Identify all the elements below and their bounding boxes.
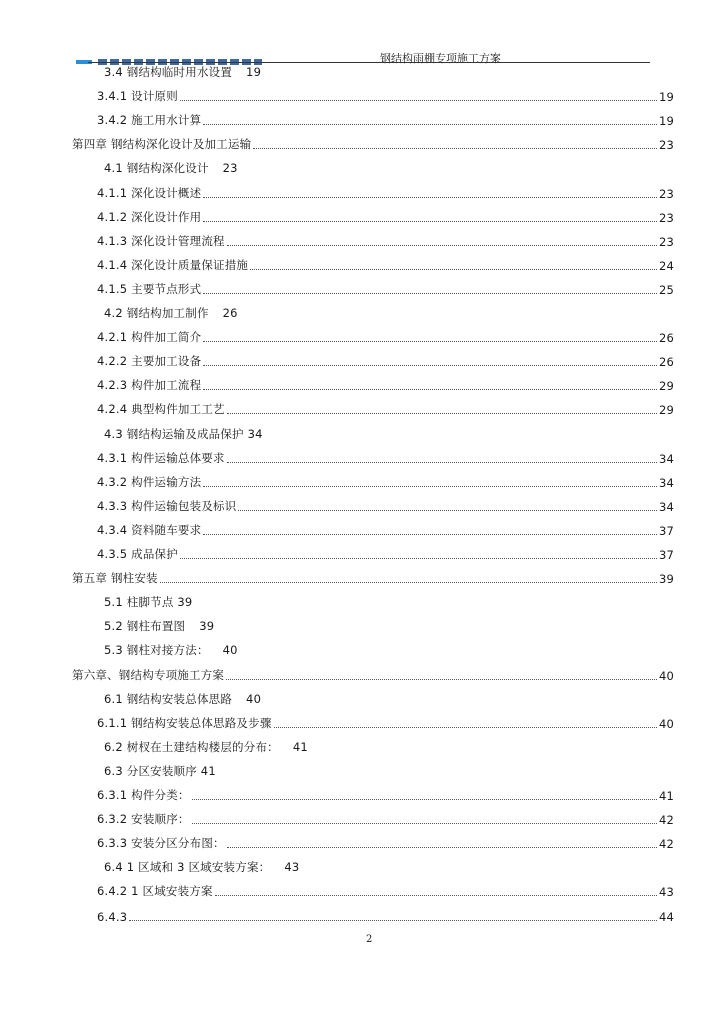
toc-entry[interactable] <box>97 233 674 249</box>
toc-leader-dots <box>253 147 657 149</box>
toc-leader-dots <box>227 244 657 246</box>
toc-entry[interactable] <box>97 883 674 899</box>
toc-entry-title: 6.4.2 1 区域安装方案 <box>97 884 213 898</box>
toc-entry[interactable] <box>97 811 674 827</box>
toc-entry[interactable] <box>97 908 674 924</box>
toc-entry[interactable] <box>97 787 674 803</box>
toc-entry-page: 26 <box>658 331 674 345</box>
toc-entry-title: 第五章 钢柱安装 <box>72 571 158 585</box>
toc-entry-page: 24 <box>658 259 674 273</box>
toc-leader-dots <box>203 388 657 390</box>
toc-entry-page: 23 <box>658 235 674 249</box>
toc-entry-title: 6.4.3 <box>97 910 128 924</box>
toc-entry-title: 4.3 钢结构运输及成品保护 34 <box>104 427 263 441</box>
toc-entry-title: 3.4 钢结构临时用水设置 <box>104 65 233 79</box>
toc-entry-page: 37 <box>658 524 674 538</box>
toc-entry-page: 39 <box>199 619 215 633</box>
toc-leader-dots <box>227 412 657 414</box>
toc-leader-dots <box>192 798 657 800</box>
toc-entry[interactable] <box>97 401 674 417</box>
toc-entry[interactable] <box>97 835 674 851</box>
toc-leader-dots <box>227 846 657 848</box>
toc-entry[interactable] <box>72 136 674 152</box>
toc-entry-page: 34 <box>658 476 674 490</box>
toc-entry-title: 4.3.2 构件运输方法 <box>97 475 202 489</box>
toc-entry-title: 6.3.1 构件分类： <box>97 788 190 802</box>
toc-entry-title: 4.2 钢结构加工制作 <box>104 306 209 320</box>
toc-entry-page: 34 <box>658 500 674 514</box>
toc-entry-page: 19 <box>246 65 262 79</box>
toc-entry-page: 39 <box>658 572 674 586</box>
toc-leader-dots <box>215 894 657 896</box>
toc-entry-page: 41 <box>292 740 308 754</box>
toc-entry-title: 4.3.5 成品保护 <box>97 547 178 561</box>
toc-entry-title: 4.3.4 资料随车要求 <box>97 523 202 537</box>
toc-entry[interactable] <box>97 522 674 538</box>
toc-leader-dots <box>203 123 657 125</box>
toc-entry-title: 6.1.1 钢结构安装总体思路及步骤 <box>97 716 272 730</box>
toc-entry[interactable] <box>104 739 308 755</box>
toc-entry-page: 29 <box>658 403 674 417</box>
toc-entry[interactable] <box>72 570 674 586</box>
toc-leader-dots <box>203 292 657 294</box>
toc-entry-page: 19 <box>658 90 674 104</box>
toc-entry-title: 3.4.2 施工用水计算 <box>97 113 202 127</box>
toc-leader-dots <box>203 340 657 342</box>
toc-entry[interactable] <box>97 353 674 369</box>
toc-entry-title: 6.3 分区安装顺序 41 <box>104 764 216 778</box>
toc-entry-title: 4.1 钢结构深化设计 <box>104 161 209 175</box>
toc-entry-page: 44 <box>658 910 674 924</box>
toc-leader-dots <box>227 461 657 463</box>
toc-entry[interactable] <box>104 691 261 707</box>
toc-entry-title: 6.3.2 安装顺序： <box>97 812 190 826</box>
toc-entry[interactable] <box>97 450 674 466</box>
toc-leader-dots <box>192 822 657 824</box>
header-divider <box>88 62 650 63</box>
toc-entry-title: 4.1.1 深化设计概述 <box>97 186 202 200</box>
toc-entry-page: 40 <box>222 643 238 657</box>
toc-entry-title: 第四章 钢结构深化设计及加工运输 <box>72 137 252 151</box>
toc-entry[interactable] <box>97 377 674 393</box>
toc-entry[interactable] <box>104 305 238 321</box>
toc-entry-title: 6.3.3 安装分区分布图： <box>97 836 225 850</box>
toc-entry-title: 5.3 钢柱对接方法： <box>104 643 209 657</box>
toc-entry[interactable] <box>97 281 674 297</box>
toc-entry[interactable] <box>97 112 674 128</box>
toc-leader-dots <box>203 364 657 366</box>
toc-entry[interactable] <box>104 618 214 634</box>
toc-entry-title: 4.1.3 深化设计管理流程 <box>97 234 225 248</box>
toc-entry-title: 5.2 钢柱布置图 <box>104 619 186 633</box>
page-header-title: 钢结构雨棚专项施工方案 <box>380 52 501 65</box>
toc-entry-page: 23 <box>658 187 674 201</box>
toc-entry[interactable] <box>104 763 216 779</box>
toc-leader-dots <box>203 533 657 535</box>
toc-leader-dots <box>203 196 657 198</box>
toc-entry-title: 3.4.1 设计原则 <box>97 89 178 103</box>
toc-entry-title: 4.2.4 典型构件加工工艺 <box>97 402 225 416</box>
toc-entry[interactable] <box>72 667 674 683</box>
toc-entry-title: 4.3.1 构件运输总体要求 <box>97 451 225 465</box>
toc-entry-title: 4.1.5 主要节点形式 <box>97 282 202 296</box>
toc-entry[interactable] <box>97 498 674 514</box>
toc-entry-title: 4.1.2 深化设计作用 <box>97 210 202 224</box>
toc-entry-page: 23 <box>658 211 674 225</box>
toc-entry[interactable] <box>97 474 674 490</box>
toc-entry[interactable] <box>104 64 261 80</box>
toc-entry-page: 40 <box>658 669 674 683</box>
toc-leader-dots <box>203 220 657 222</box>
toc-entry[interactable] <box>97 88 674 104</box>
toc-entry-title: 6.4 1 区域和 3 区域安装方案： <box>104 860 271 874</box>
toc-entry-page: 41 <box>658 789 674 803</box>
toc-leader-dots <box>180 99 657 101</box>
toc-entry-title: 6.2 树杈在土建结构楼层的分布： <box>104 740 279 754</box>
toc-entry-title: 4.2.2 主要加工设备 <box>97 354 202 368</box>
toc-leader-dots <box>226 678 657 680</box>
toc-entry-title: 5.1 柱脚节点 39 <box>104 595 193 609</box>
toc-leader-dots <box>238 509 657 511</box>
toc-entry[interactable] <box>97 329 674 345</box>
toc-entry[interactable] <box>104 426 263 442</box>
toc-entry[interactable] <box>104 642 238 658</box>
toc-entry-page: 25 <box>658 283 674 297</box>
toc-entry-page: 19 <box>658 114 674 128</box>
toc-leader-dots <box>250 268 657 270</box>
toc-leader-dots <box>160 581 657 583</box>
toc-entry-title: 4.3.3 构件运输包装及标识 <box>97 499 237 513</box>
toc-leader-dots <box>129 919 657 921</box>
toc-entry-title: 4.2.1 构件加工简介 <box>97 330 202 344</box>
toc-entry[interactable] <box>97 257 674 273</box>
toc-entry-title: 4.1.4 深化设计质量保证措施 <box>97 258 249 272</box>
toc-entry[interactable] <box>97 185 674 201</box>
toc-entry-title: 6.1 钢结构安装总体思路 <box>104 692 233 706</box>
toc-entry-page: 37 <box>658 548 674 562</box>
toc-entry-page: 42 <box>658 813 674 827</box>
toc-entry[interactable] <box>104 594 192 610</box>
toc-entry-page: 26 <box>658 355 674 369</box>
page-number: 2 <box>366 934 373 945</box>
toc-entry-title: 第六章、钢结构专项施工方案 <box>72 668 225 682</box>
toc-entry-page: 34 <box>658 452 674 466</box>
toc-leader-dots <box>180 557 657 559</box>
toc-entry-page: 26 <box>222 306 238 320</box>
toc-leader-dots <box>274 726 657 728</box>
toc-entry[interactable] <box>97 546 674 562</box>
toc-entry-page: 43 <box>658 885 674 899</box>
toc-entry-page: 23 <box>222 161 238 175</box>
toc-entry-page: 40 <box>246 692 262 706</box>
toc-leader-dots <box>203 485 657 487</box>
toc-entry-page: 23 <box>658 138 674 152</box>
toc-entry[interactable] <box>97 209 674 225</box>
toc-entry[interactable] <box>104 160 238 176</box>
toc-entry-page: 42 <box>658 837 674 851</box>
toc-entry-title: 4.2.3 构件加工流程 <box>97 378 202 392</box>
toc-entry[interactable] <box>104 859 299 875</box>
toc-entry[interactable] <box>97 715 674 731</box>
toc-entry-page: 43 <box>284 860 300 874</box>
toc-entry-page: 40 <box>658 717 674 731</box>
toc-entry-page: 29 <box>658 379 674 393</box>
